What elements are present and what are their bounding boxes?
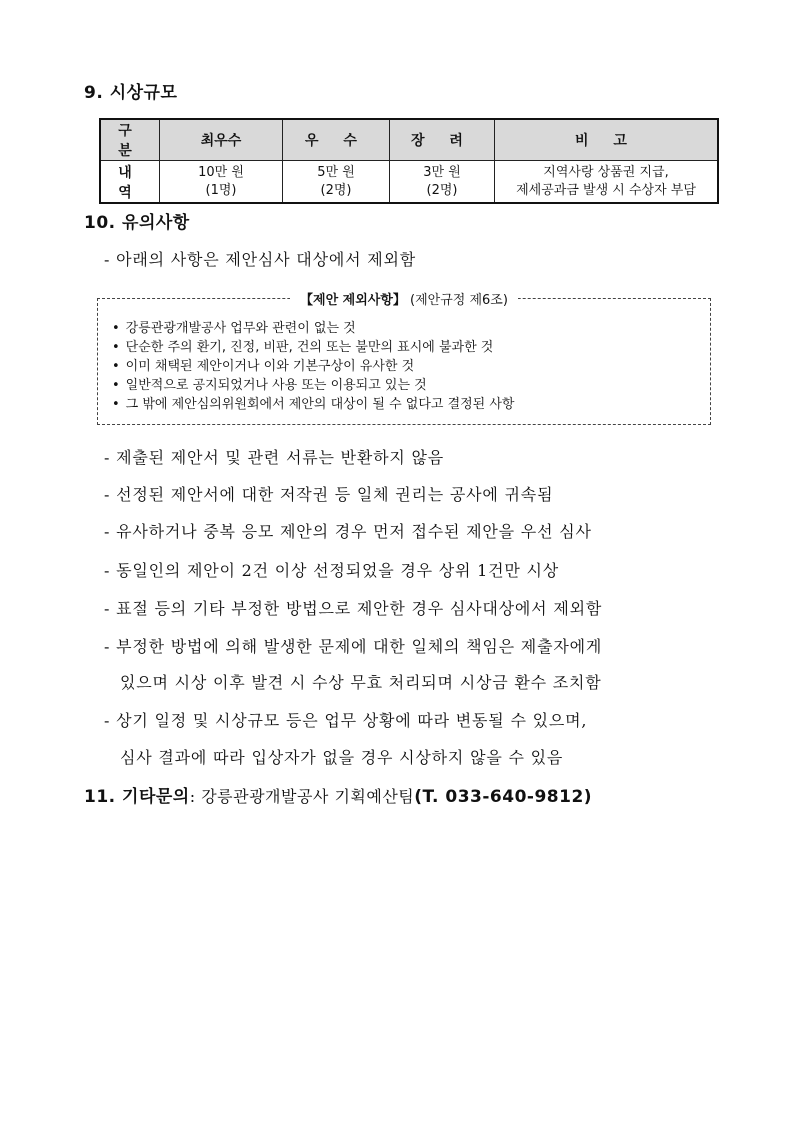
prize-table-header-row (100, 119, 718, 161)
exclusion-box-title: 【제안 제외사항】 (제안규정 제6조) (98, 289, 710, 308)
exclusion-box (97, 293, 711, 425)
header-excellence: 우 수 (283, 119, 390, 161)
contact-org: 강릉관광개발공사 기획예산팀 (195, 787, 415, 806)
cell-remarks: 지역사랑 상품권 지급, 제세공과금 발생 시 수상자 부담 (495, 161, 719, 204)
prize-table-detail-row (100, 161, 718, 204)
section-9-title: 9. 시상규모 (84, 83, 178, 103)
header-category: 구 분 (100, 119, 160, 161)
note-item: - 상기 일정 및 시상규모 등은 업무 상황에 따라 변동될 수 있으며, (104, 711, 588, 730)
note-item-continued: 심사 결과에 따라 입상자가 없을 경우 시상하지 않을 수 있음 (120, 748, 564, 767)
section-10-title: 10. 유의사항 (84, 213, 190, 233)
section-11-title: 11. 기타문의 (84, 787, 190, 807)
cell-encouragement: 3만 원 (2명) (390, 161, 495, 204)
note-item: - 유사하거나 중복 응모 제안의 경우 먼저 접수된 제안을 우선 심사 (104, 522, 592, 541)
contact-phone: (T. 033-640-9812) (414, 787, 593, 807)
exclusion-list (112, 319, 515, 414)
note-item: - 선정된 제안서에 대한 저작권 등 일체 권리는 공사에 귀속됨 (104, 485, 554, 504)
header-remarks: 비 고 (495, 119, 719, 161)
notes-intro: - 아래의 사항은 제안심사 대상에서 제외함 (104, 250, 416, 269)
note-item: - 표절 등의 기타 부정한 방법으로 제안한 경우 심사대상에서 제외함 (104, 599, 603, 618)
prize-table (99, 118, 719, 204)
exclusion-item: • 강릉관광개발공사 업무와 관련이 없는 것 (112, 319, 515, 338)
exclusion-item: • 일반적으로 공지되었거나 사용 또는 이용되고 있는 것 (112, 376, 515, 395)
exclusion-item: • 단순한 주의 환기, 진정, 비판, 건의 또는 불만의 표시에 불과한 것 (112, 338, 515, 357)
row-label-details: 내 역 (100, 161, 160, 204)
exclusion-item: • 그 밖에 제안심의위원회에서 제안의 대상이 될 수 없다고 결정된 사항 (112, 395, 515, 414)
cell-grand-prize: 10만 원 (1명) (160, 161, 283, 204)
note-item: - 부정한 방법에 의해 발생한 문제에 대한 일체의 책임은 제출자에게 (104, 637, 603, 656)
exclusion-item: • 이미 채택된 제안이거나 이와 기본구상이 유사한 것 (112, 357, 515, 376)
note-item: - 제출된 제안서 및 관련 서류는 반환하지 않음 (104, 448, 445, 467)
note-item: - 동일인의 제안이 2건 이상 선정되었을 경우 상위 1건만 시상 (104, 561, 560, 580)
header-grand-prize: 최우수 (160, 119, 283, 161)
cell-excellence: 5만 원 (2명) (283, 161, 390, 204)
note-item-continued: 있으며 시상 이후 발견 시 수상 무효 처리되며 시상금 환수 조치함 (120, 673, 602, 692)
header-encouragement: 장 려 (390, 119, 495, 161)
section-11-contact: 11. 기타문의: 강릉관광개발공사 기획예산팀(T. 033-640-9812) (84, 787, 593, 807)
